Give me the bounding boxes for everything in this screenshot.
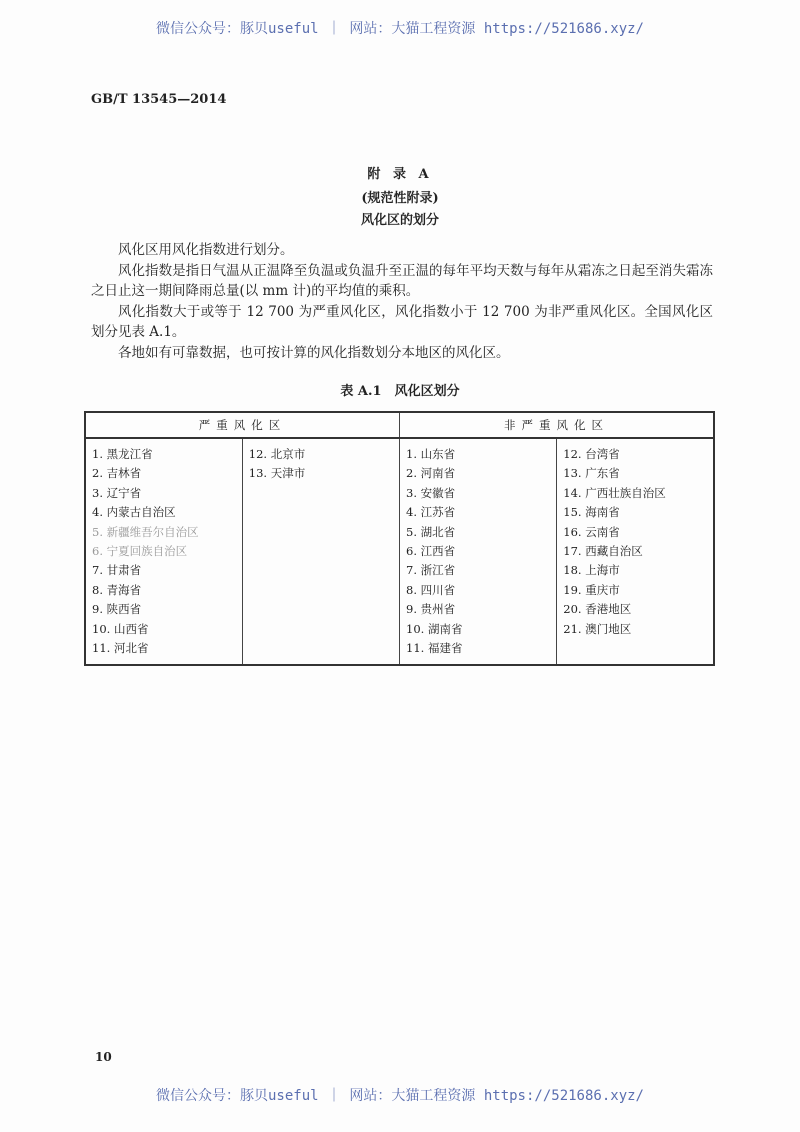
region-item: 3. 安徽省: [406, 485, 456, 500]
region-item: 20. 香港地区: [563, 602, 632, 617]
watermark-top: 微信公众号：豚贝useful ｜ 网站：大猫工程资源 https://521686.xyz/: [155, 21, 644, 37]
region-item: 11. 河北省: [92, 640, 149, 655]
region-item: 7. 甘肃省: [92, 563, 142, 578]
region-item: 18. 上海市: [563, 563, 620, 578]
region-item: 2. 河南省: [406, 466, 456, 481]
header-non-severe: 非严重风化区: [400, 412, 715, 438]
region-item: 8. 青海省: [92, 582, 142, 597]
region-item: 10. 山西省: [92, 621, 149, 636]
non-severe-col-2: [557, 438, 714, 665]
region-item: 5. 新疆维吾尔自治区: [92, 524, 199, 539]
weathering-zone-table: [84, 411, 715, 666]
severe-col-1: [85, 438, 242, 665]
paragraph: 风化区用风化指数进行划分。: [118, 242, 294, 258]
region-item: 16. 云南省: [563, 524, 620, 539]
region-item: 1. 山东省: [406, 447, 456, 461]
region-item: 7. 浙江省: [406, 563, 456, 578]
region-item: 11. 福建省: [406, 640, 463, 655]
region-item: 6. 宁夏回族自治区: [92, 543, 188, 558]
region-item: 17. 西藏自治区: [563, 543, 643, 558]
header-severe: 严重风化区: [85, 412, 400, 438]
appendix-title: 附 录 A: [367, 167, 433, 182]
region-item: 21. 澳门地区: [563, 621, 632, 636]
region-item: 6. 江西省: [406, 543, 456, 558]
region-item: 19. 重庆市: [563, 582, 620, 597]
region-item: 13. 天津市: [248, 466, 306, 481]
region-item: 3. 辽宁省: [92, 485, 142, 500]
region-item: 14. 广西壮族自治区: [563, 485, 666, 500]
region-item: 4. 江苏省: [406, 505, 456, 520]
standard-id: GB/T 13545—2014: [91, 92, 227, 107]
region-item: 8. 四川省: [406, 582, 456, 597]
region-item: 5. 湖北省: [406, 524, 456, 539]
region-item: 9. 贵州省: [406, 602, 456, 617]
paragraph: 风化指数是指日气温从正温降至负温或负温升至正温的每年平均天数与每年从霜冻之日起至消失霜冻之日止这一期间降雨总量(以 mm 计)的平均值的乘积。: [91, 262, 713, 299]
severe-col-2: [242, 438, 399, 665]
paragraph: 各地如有可靠数据，也可按计算的风化指数划分本地区的风化区。: [118, 344, 510, 361]
region-item: 1. 黑龙江省: [92, 447, 153, 461]
paragraph: 风化指数大于或等于 12 700 为严重风化区，风化指数小于 12 700 为非严重风化区。全国风化区划分见表 A.1。: [91, 303, 713, 340]
watermark-bottom: 微信公众号：豚贝useful ｜ 网站：大猫工程资源 https://521686.xyz/: [155, 1088, 644, 1104]
appendix-subtitle: (规范性附录): [361, 191, 439, 206]
region-item: 12. 台湾省: [563, 447, 620, 461]
region-item: 9. 陕西省: [92, 602, 142, 617]
page-number: 10: [95, 1050, 112, 1064]
region-item: 4. 内蒙古自治区: [92, 505, 176, 520]
body-text: [91, 240, 713, 363]
region-item: 10. 湖南省: [406, 621, 463, 636]
non-severe-col-1: [400, 438, 557, 665]
region-item: 12. 北京市: [248, 447, 306, 461]
region-item: 15. 海南省: [563, 505, 620, 520]
table-caption: 表 A.1 风化区划分: [340, 384, 460, 399]
region-item: 13. 广东省: [563, 466, 620, 481]
appendix-heading: 风化区的划分: [360, 213, 439, 228]
region-item: 2. 吉林省: [92, 466, 142, 481]
